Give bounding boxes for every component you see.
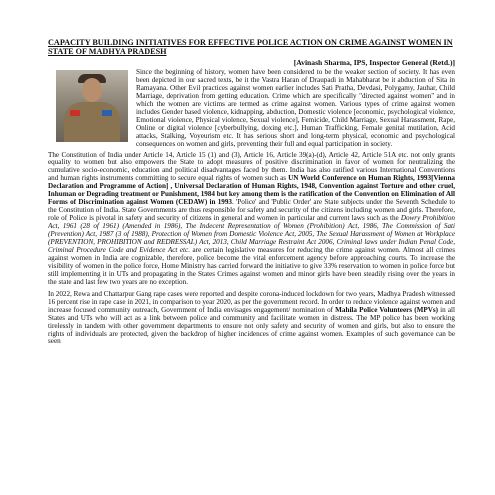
paragraph-constitution-acts: Dowry Prohibition Act, 1961 (28 of 1961) (Amended in 1986), The Indecent Representation of Women (Prohibition) Act, 1986, The Commission of Sati (Prevention) Act, 1987 (3 of 1988), Protection of Women from Domestic Violence Act, 2005, The Sexual Harassment of Women at Workplace (PREVENTION, PROHIBITION and REDRESSAL) Act, 2013, Child Marriage Restraint Act 2006, Criminal laws under Indian Penal Code, Criminal Procedure Code and Evidence Act etc.	[48, 214, 455, 254]
article-title: CAPACITY BUILDING INITIATIVES FOR EFFECTIVE POLICE ACTION ON CRIME AGAINST WOMEN IN STATE OF MADHYA PRADESH	[48, 38, 453, 56]
paragraph-mp-mpv: Mahila Police Volunteers (MPVs)	[335, 305, 439, 314]
paragraph-constitution-text-2: . 'Police' and 'Public Order' are State subjects under the Seventh Schedule to the Constitution of India. State Governments are thus responsible for safety and security of the citizens including women and girls. Therefore, role of Police is pivotal in safety and security of citizens in general and women in particular and current laws such as the	[48, 198, 455, 223]
paragraph-constitution-text-1: The Constitution of India under Article 14, Article 15 (1) and (3), Article 16, Article 39(a)-(d), Article 42, Article 51A etc. not only grants equality to women but also empowers the State to adopt measures of positive discrimination in favor of women for neutralizing the cumulative socio-economic, education and political disadvantages faced by them. India has also ratified various International Conventions and human rights instruments committing to secure equal rights of women such as	[48, 150, 455, 183]
paragraph-mp-police	[48, 291, 455, 347]
author-line: [Avinash Sharma, IPS, Inspector General (Retd.)]	[293, 58, 455, 67]
paragraph-constitution	[48, 152, 455, 287]
paragraph-constitution-conventions: UN World Conference on Human Rights, 1993[Vienna Declaration and Programme of Action] , Universal Declaration of Human Rights, 1948, Convention against Torture and other cruel, Inhuman or Degrading treatment or Punishment, 1984 but key among them is the ratification of the Convention on Elimination of All Forms of Discrimination against Women (CEDAW) in 1993	[48, 174, 455, 207]
article-page	[48, 38, 455, 486]
paragraph-mp-text-1: In 2022, Rewa and Chattarpur Gang rape cases were reported and despite corona-induced lockdown for two years, Madhya Pradesh witnessed 16 percent rise in rape case in 2021, in comparison to year 2020, as per the government record. In order to reduce violence against women and increase focused community outreach, Government of India envisages engagement/ nomination of	[48, 289, 455, 314]
paragraph-constitution-text-3: are certain legislative measures for reducing the crime against women. Almost all crimes against women in India are cognizable, therefore, police become the vital enforcement agency before approaching courts. To increase the visibility of women in the police force, Home Ministry has carried forward the initiative to give 33% reservation to women in police force but still implementing it in UTs and propagating in the States Crimes against women and minor girls have been steadily rising over the years in the state and last few two years are no exception.	[48, 245, 455, 286]
author-photo	[56, 70, 128, 142]
paragraph-intro: Since the beginning of history, women have been considered to be the weaker section of society. It has even been depicted in our sacred texts, be it the Vastra Haran of Draupadi in Mahabharat be it abduction of Sita in Ramayana. Other Evil practices against women earlier includes Sati Pratha, Devdasi, Polygamy, Jauhar, Child Marriage, deprivation from getting education. Crime which are specifically "directed against women" and in which the women are victims are termed as crime against women. Various types of crime against women includes Gender based violence, kidnapping, abduction, Domestic violence [economic, psychological violence, Emotional violence, Physical violence, Sexual violence], Femicide, Child Marriage, Sexual Harassment, Rape, Online or digital violence [cyberbullying, doxing etc.], Human Trafficking, Female genital mutilation, Acid attacks, Stalking, Voyeurism etc. It has serious short and long-term physical, economic and psychological consequences on women and girls, preventing their full and equal participation in society.	[136, 68, 455, 148]
paragraph-mp-text-2: in all States and UTs who will act as a link between police and community and facilitate women in distress. The MP police has been working tirelessly in tandem with other government departments to ensure not only safety and security of women and girls, but also to ensure the rights of individuals are protected, given the backdrop of higher incidences of crime against women. Examples of such governance can be seen	[48, 305, 455, 346]
